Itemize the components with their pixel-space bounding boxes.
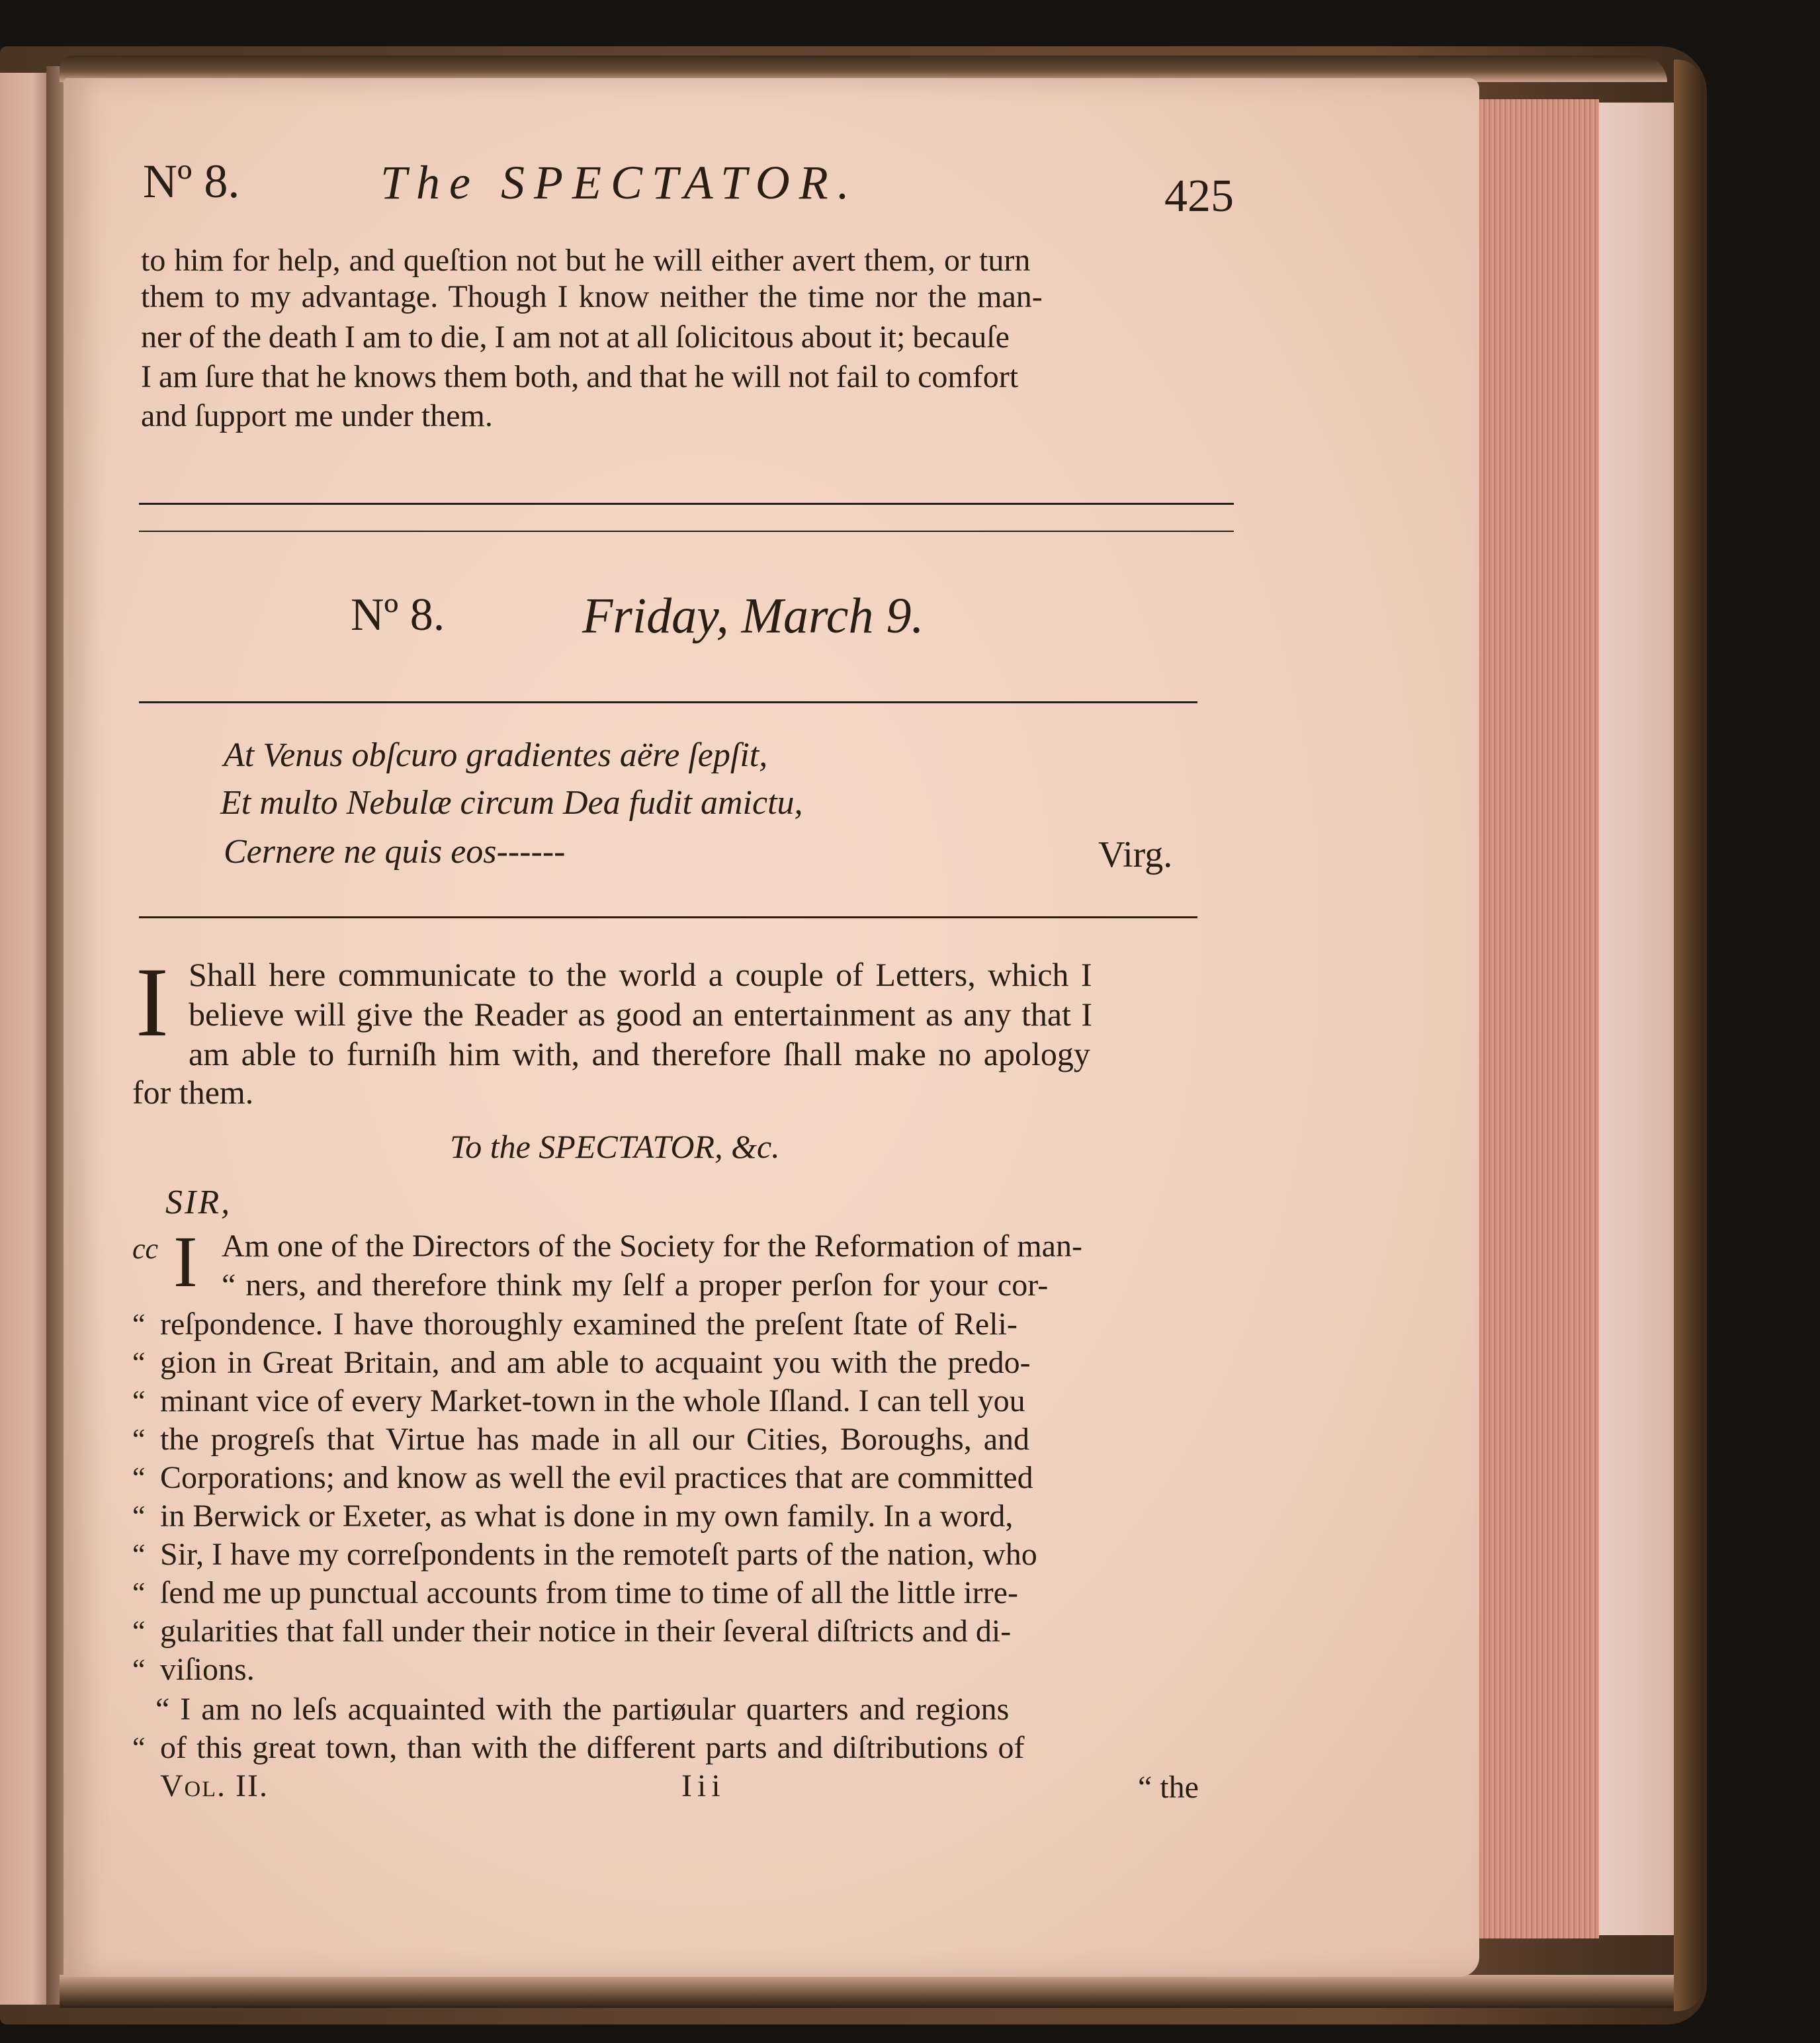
letter-line-9: Sir, I have my correſpondents in the remoteſt parts of the nation, who [160, 1537, 1037, 1572]
letter-line-10: ſend me up punctual accounts from time to time of all the little irre- [160, 1575, 1018, 1610]
page-block-edge [1469, 99, 1599, 1938]
epigraph-rule-bottom [139, 916, 1197, 918]
continuation-line-5: and ſupport me under them. [141, 398, 493, 433]
letter-line-13: “ I am no leſs acquainted with the partiøular quarters and regions [155, 1692, 1010, 1727]
epigraph-line-1: At Venus obſcuro gradientes aëre ſepſit, [224, 736, 768, 774]
quote-mark-4: “ [132, 1346, 146, 1379]
footer-signature: Iii [681, 1768, 726, 1804]
footer-catchword: “ the [1138, 1770, 1199, 1805]
epigraph-line-3: Cernere ne quis eos------ [224, 833, 566, 871]
quote-mark-7: “ [132, 1461, 146, 1494]
intro-line-3: am able to furniſh him with, and therefore ſhall make no apology [189, 1035, 1090, 1072]
quote-mark-14: “ [132, 1731, 146, 1764]
letter-line-14: of this great town, than with the different parts and diſtributions of [160, 1730, 1025, 1765]
quote-mark-8: “ [132, 1500, 146, 1532]
issue-number: Nº 8. [351, 589, 445, 640]
separator-rule-top [139, 503, 1234, 505]
intro-line-4: for them. [132, 1074, 254, 1111]
letter-line-5: minant vice of every Market-town in the whole Iſland. I can tell you [160, 1383, 1025, 1418]
letter-line-7: Corporations; and know as well the evil practices that are committed [160, 1460, 1033, 1495]
footer-volume: Vol. II. [160, 1768, 269, 1804]
intro-line-1: Shall here communicate to the world a couple of Letters, which I [189, 956, 1092, 993]
epigraph-source: Virg. [1098, 834, 1173, 875]
separator-rule-bottom [139, 531, 1234, 532]
endpaper [1596, 103, 1682, 1935]
letter-line-6: the progreſs that Virtue has made in all our Cities, Boroughs, and [160, 1422, 1029, 1457]
issue-date: Friday, March 9. [582, 588, 924, 644]
book-bottom-edge [60, 1975, 1674, 2008]
letter-line-12: viſions. [160, 1652, 255, 1687]
quote-mark-11: “ [132, 1615, 146, 1647]
letter-line-4: gion in Great Britain, and am able to acquaint you with the predo- [160, 1345, 1031, 1380]
quote-mark-5: “ [132, 1385, 146, 1417]
header-title: The SPECTATOR. [380, 156, 859, 209]
intro-line-2: believe will give the Reader as good an entertainment as any that I [189, 996, 1093, 1033]
epigraph-rule-top [139, 701, 1197, 703]
quote-mark-6: “ [132, 1423, 146, 1456]
quote-mark-10: “ [132, 1577, 146, 1609]
header-number: Nº 8. [143, 155, 240, 208]
letter-line-1: Am one of the Directors of the Society for the Reformation of man- [222, 1229, 1082, 1264]
letter-address: To the SPECTATOR, &c. [450, 1128, 780, 1165]
epigraph-line-2: Et multo Nebulæ circum Dea fudit amictu, [220, 784, 803, 822]
letter-line-2: “ ners, and therefore think my ſelf a proper perſon for your cor- [222, 1268, 1049, 1303]
letter-line-3: reſpondence. I have thoroughly examined the preſent ſtate of Reli- [160, 1307, 1018, 1342]
page-number: 425 [1164, 171, 1234, 222]
letter-line-8: in Berwick or Exeter, as what is done in my own family. In a word, [160, 1499, 1014, 1534]
intro-dropcap: I [136, 947, 169, 1057]
continuation-line-1: to him for help, and queſtion not but he will either avert them, or turn [141, 243, 1031, 278]
letter-salutation: SIR, [165, 1184, 232, 1221]
quote-mark-3: “ [132, 1308, 146, 1340]
quote-mark-12: “ [132, 1653, 146, 1686]
continuation-line-4: I am ſure that he knows them both, and that he will not fail to comfort [141, 359, 1019, 394]
letter-line-11: gularities that fall under their notice in their ſeveral diſtricts and di- [160, 1614, 1012, 1649]
letter-dropcap: I [173, 1221, 198, 1302]
letter-open-quote: cc [132, 1233, 159, 1265]
continuation-line-2: them to my advantage. Though I know neither the time nor the man- [141, 279, 1043, 314]
continuation-line-3: ner of the death I am to die, I am not at all ſolicitous about it; becauſe [141, 320, 1010, 355]
left-page-edge [0, 73, 53, 2005]
cover-fore-edge [1674, 60, 1704, 2011]
quote-mark-9: “ [132, 1538, 146, 1571]
